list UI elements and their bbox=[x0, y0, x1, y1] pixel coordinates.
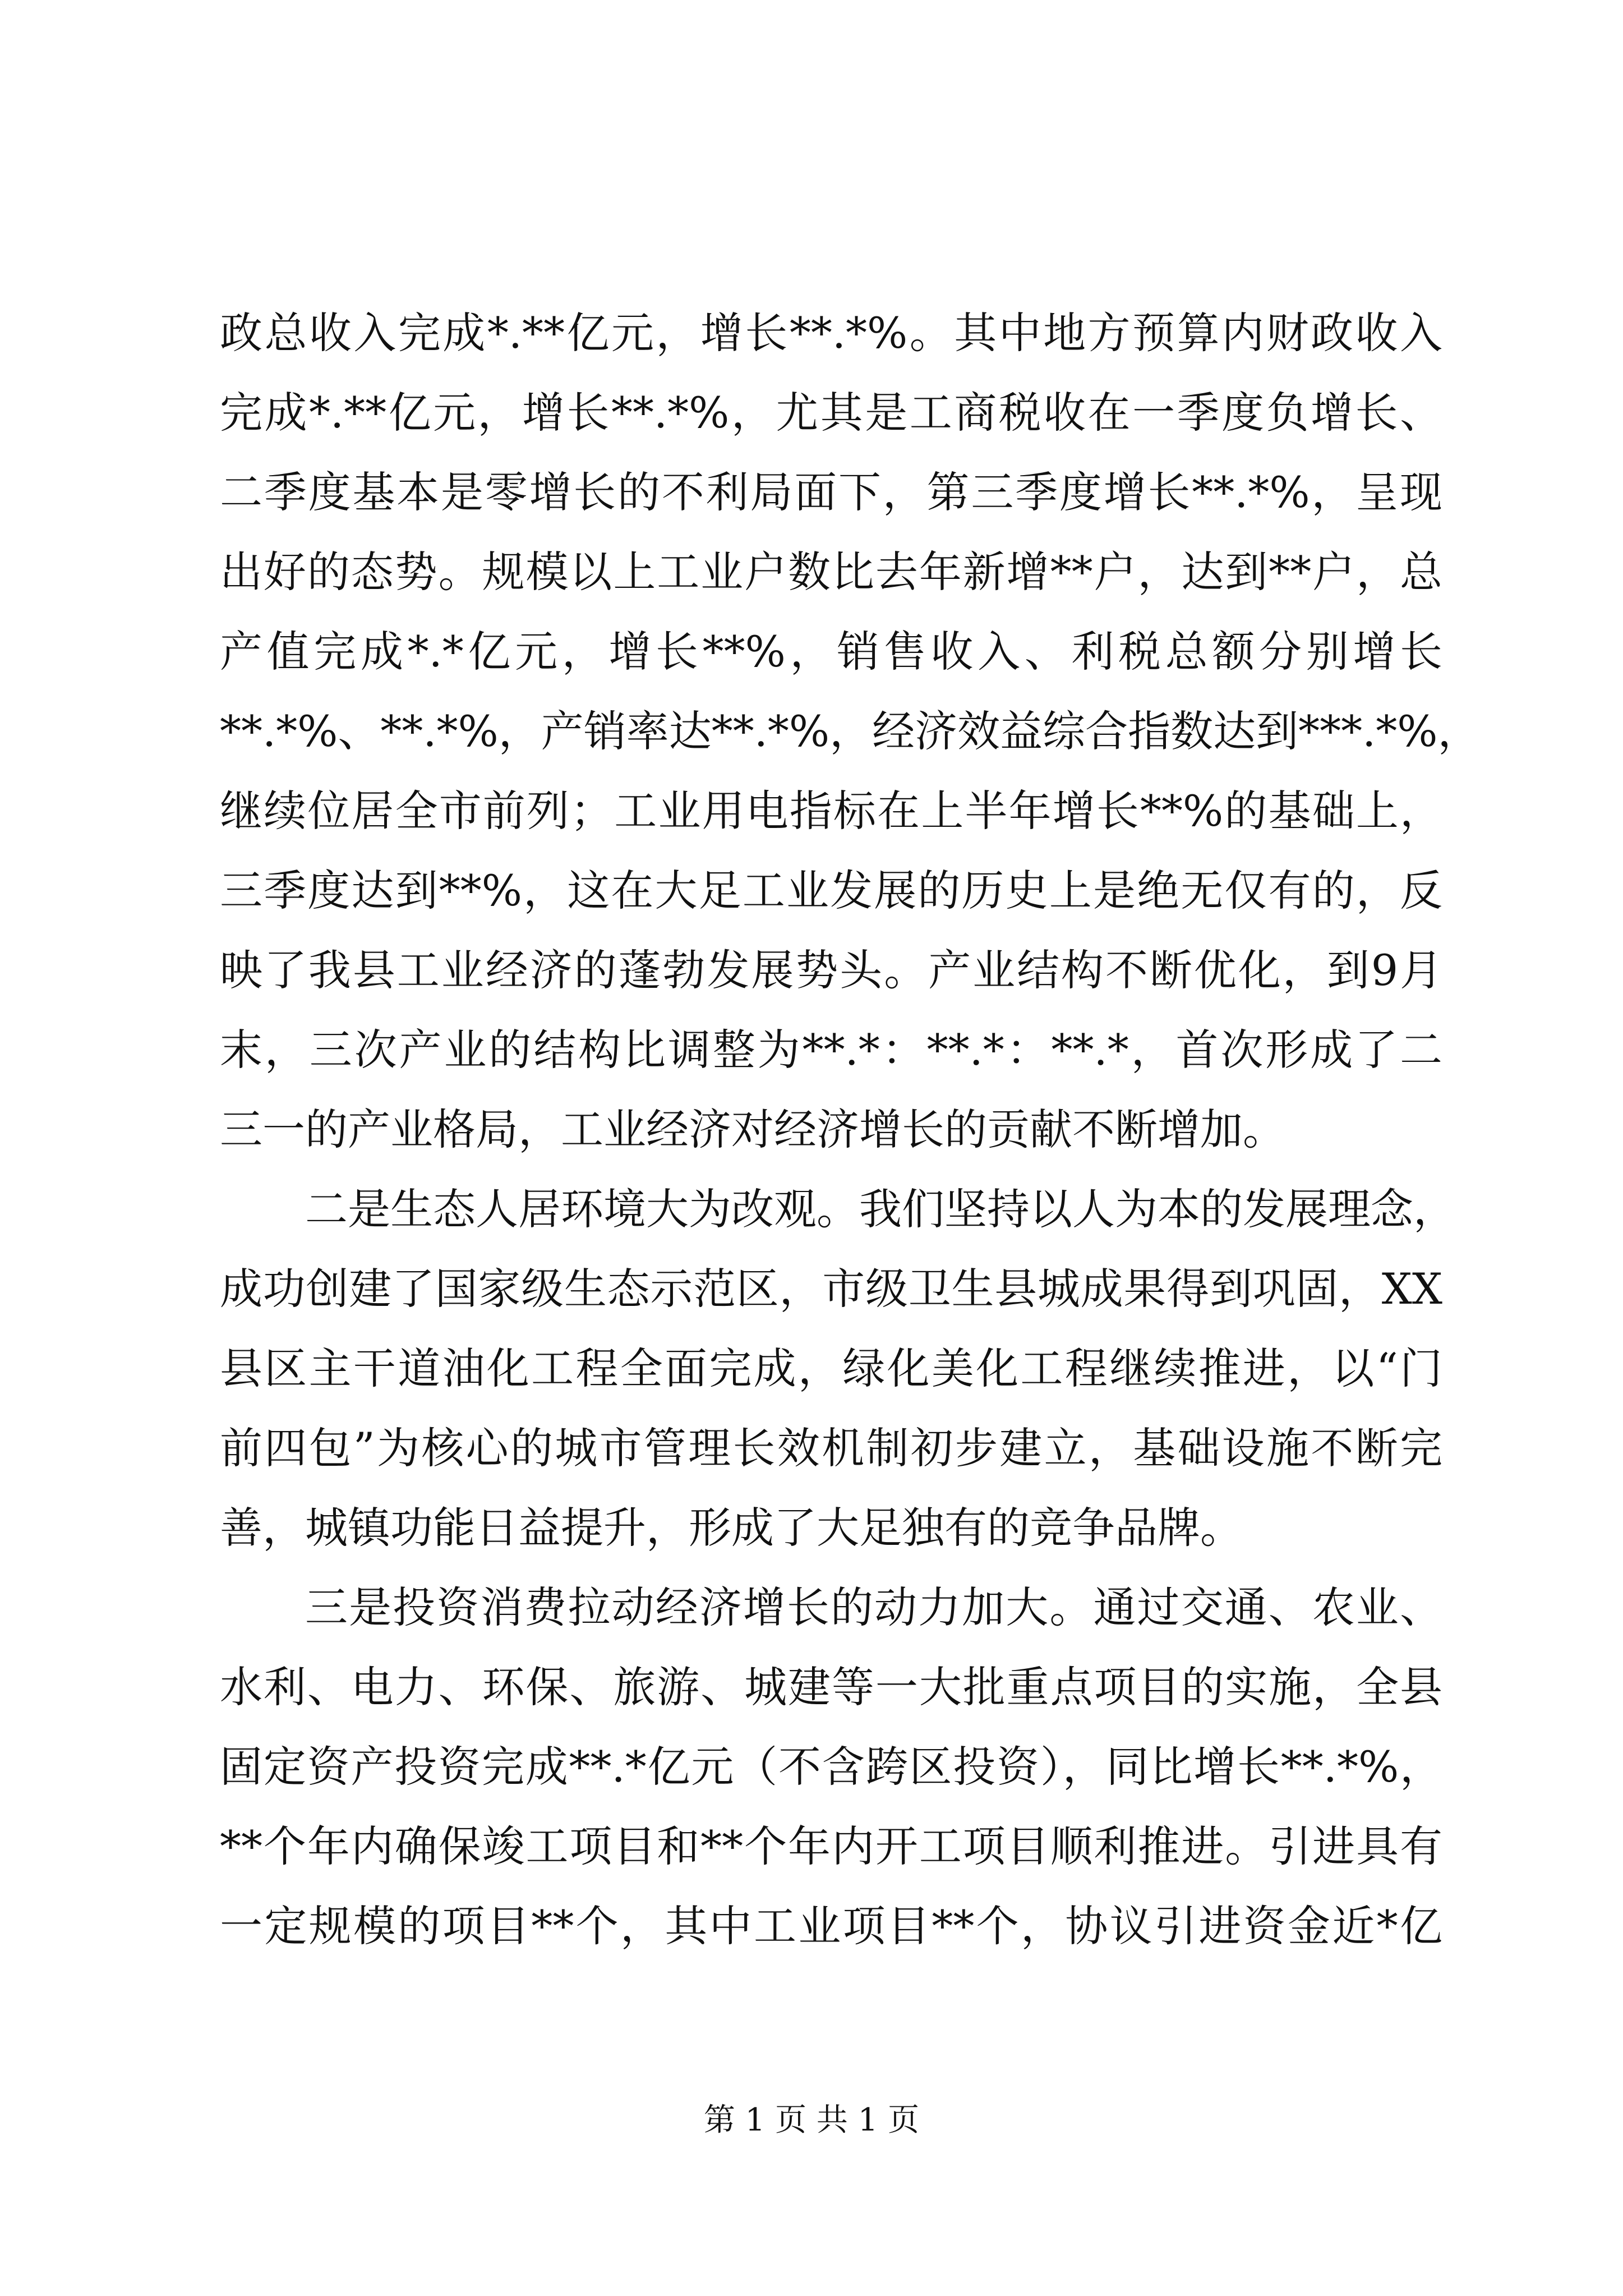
text-line-8: 三季度达到**%，这在大足工业发展的历史上是绝无仅有的，反 bbox=[220, 866, 1442, 915]
paragraph-2-line-1: 二是生态人居环境大为改观。我们坚持以人为本的发展理念， bbox=[305, 1184, 1456, 1234]
text-line-6: **.*%、**.*%，产销率达**.*%，经济效益综合指数达到***.*%， bbox=[220, 706, 1481, 756]
document-body bbox=[220, 293, 1481, 1966]
paragraph-3-line-5: 一定规模的项目**个，其中工业项目**个，协议引进资金近*亿 bbox=[220, 1901, 1442, 1951]
text-line-2: 完成*.**亿元，增长**.*%，尤其是工商税收在一季度负增长、 bbox=[220, 388, 1442, 438]
text-line-9: 映了我县工业经济的蓬勃发展势头。产业结构不断优化，到9月 bbox=[220, 945, 1442, 995]
paragraph-3-line-4: **个年内确保竣工项目和**个年内开工项目顺利推进。引进具有 bbox=[220, 1821, 1442, 1871]
paragraph-3-line-2: 水利、电力、环保、旅游、城建等一大批重点项目的实施，全县 bbox=[220, 1662, 1442, 1712]
text-line-7: 继续位居全市前列；工业用电指标在上半年增长**%的基础上， bbox=[220, 786, 1442, 836]
paragraph-3-line-1: 三是投资消费拉动经济增长的动力加大。通过交通、农业、 bbox=[305, 1582, 1442, 1632]
paragraph-2-line-3: 县区主干道油化工程全面完成，绿化美化工程继续推进，以“门 bbox=[220, 1343, 1442, 1393]
paragraph-2-line-4: 前四包”为核心的城市管理长效机制初步建立，基础设施不断完 bbox=[220, 1423, 1442, 1473]
text-line-1: 政总收入完成*.**亿元，增长**.*%。其中地方预算内财政收入 bbox=[220, 308, 1442, 358]
text-line-4: 出好的态势。规模以上工业户数比去年新增**户，达到**户，总 bbox=[220, 547, 1442, 597]
text-line-10: 末，三次产业的结构比调整为**.*：**.*：**.*，首次形成了二 bbox=[220, 1025, 1442, 1075]
paragraph-2-line-2: 成功创建了国家级生态示范区，市级卫生县城成果得到巩固，XX bbox=[220, 1264, 1442, 1314]
paragraph-3-line-3: 固定资产投资完成**.*亿元（不含跨区投资），同比增长**.*%， bbox=[220, 1742, 1442, 1792]
page-number-footer: 第 1 页 共 1 页 bbox=[703, 2102, 920, 2138]
text-line-3: 二季度基本是零增长的不利局面下，第三季度增长**.*%，呈现 bbox=[220, 467, 1442, 517]
text-line-11: 三一的产业格局，工业经济对经济增长的贡献不断增加。 bbox=[220, 1105, 1285, 1154]
text-line-5: 产值完成*.*亿元，增长**%，销售收入、利税总额分别增长 bbox=[220, 627, 1442, 677]
paragraph-2-line-5: 善，城镇功能日益提升，形成了大足独有的竞争品牌。 bbox=[220, 1503, 1243, 1553]
